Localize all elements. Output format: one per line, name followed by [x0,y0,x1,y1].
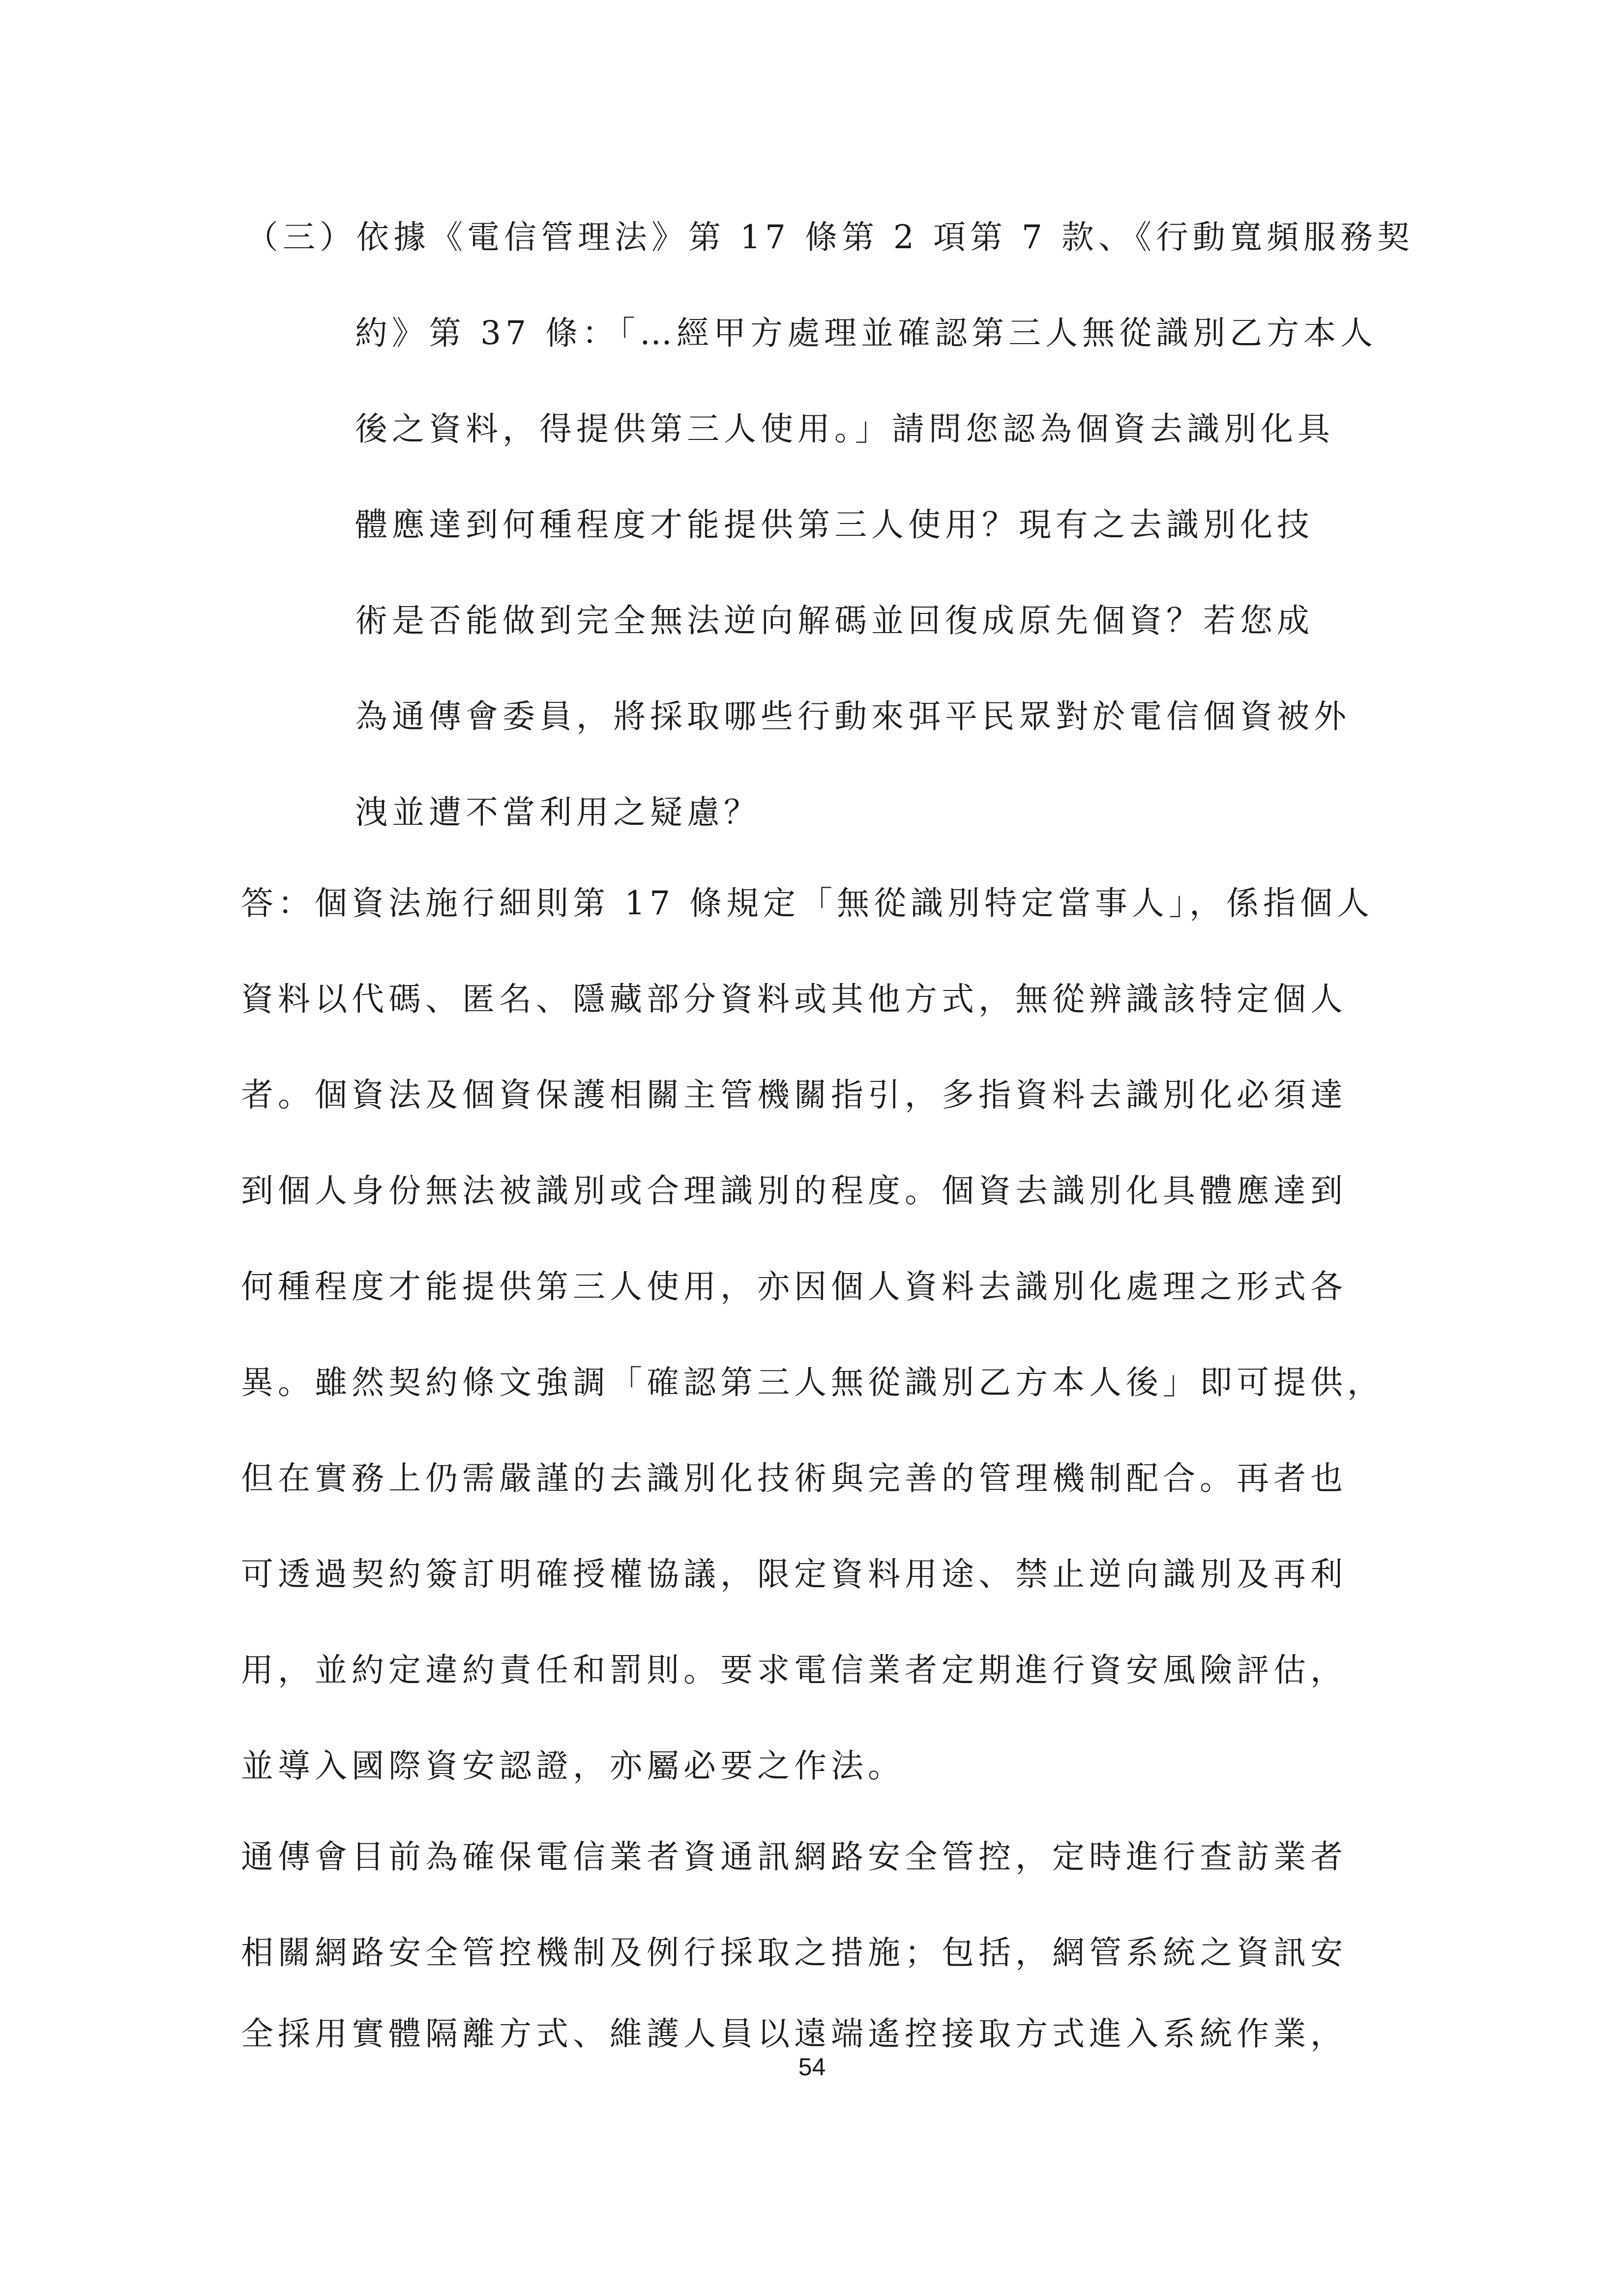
question-line: 洩並遭不當利用之疑慮？ [355,793,761,831]
question-line: 體應達到何種程度才能提供第三人使用？現有之去識別化技 [355,506,1314,544]
answer-line: 全採用實體隔離方式、維護人員以遠端遙控接取方式進入系統作業， [241,2015,1347,2053]
question-line: （三）依據《電信管理法》第 17 條第 2 項第 7 款、《行動寬頻服務契 [246,218,1414,256]
page-number: 54 [798,2053,826,2081]
answer-line: 異。雖然契約條文強調「確認第三人無從識別乙方本人後」即可提供， [241,1364,1384,1401]
answer-line: 用，並約定違約責任和罰則。要求電信業者定期進行資安風險評估， [241,1651,1347,1689]
answer-line: 可透過契約簽訂明確授權協議，限定資料用途、禁止逆向識別及再利 [241,1555,1347,1593]
answer-line: 通傳會目前為確保電信業者資通訊網路安全管控，定時進行查訪業者 [241,1838,1347,1876]
answer-line: 相關網路安全管控機制及例行採取之措施；包括，網管系統之資訊安 [241,1934,1347,1972]
question-line: 後之資料，得提供第三人使用。」請問您認為個資去識別化具 [355,410,1334,448]
question-line: 術是否能做到完全無法逆向解碼並回復成原先個資？若您成 [355,602,1314,639]
answer-line: 何種程度才能提供第三人使用，亦因個人資料去識別化處理之形式各 [241,1268,1347,1306]
answer-line: 資料以代碼、匿名、隱藏部分資料或其他方式，無從辨識該特定個人 [241,980,1347,1018]
answer-line: 到個人身份無法被識別或合理識別的程度。個資去識別化具體應達到 [241,1172,1347,1210]
answer-line: 但在實務上仍需嚴謹的去識別化技術與完善的管理機制配合。再者也 [241,1459,1347,1497]
question-line: 約》第 37 條：「…經甲方處理並確認第三人無從識別乙方本人 [355,314,1377,352]
question-line: 為通傳會委員，將採取哪些行動來弭平民眾對於電信個資被外 [355,698,1351,735]
answer-line: 並導入國際資安認證，亦屬必要之作法。 [241,1747,905,1785]
answer-line: 者。個資法及個資保護相關主管機關指引，多指資料去識別化必須達 [241,1076,1347,1114]
answer-line: 答：個資法施行細則第 17 條規定「無從識別特定當事人」，係指個人 [241,884,1374,922]
